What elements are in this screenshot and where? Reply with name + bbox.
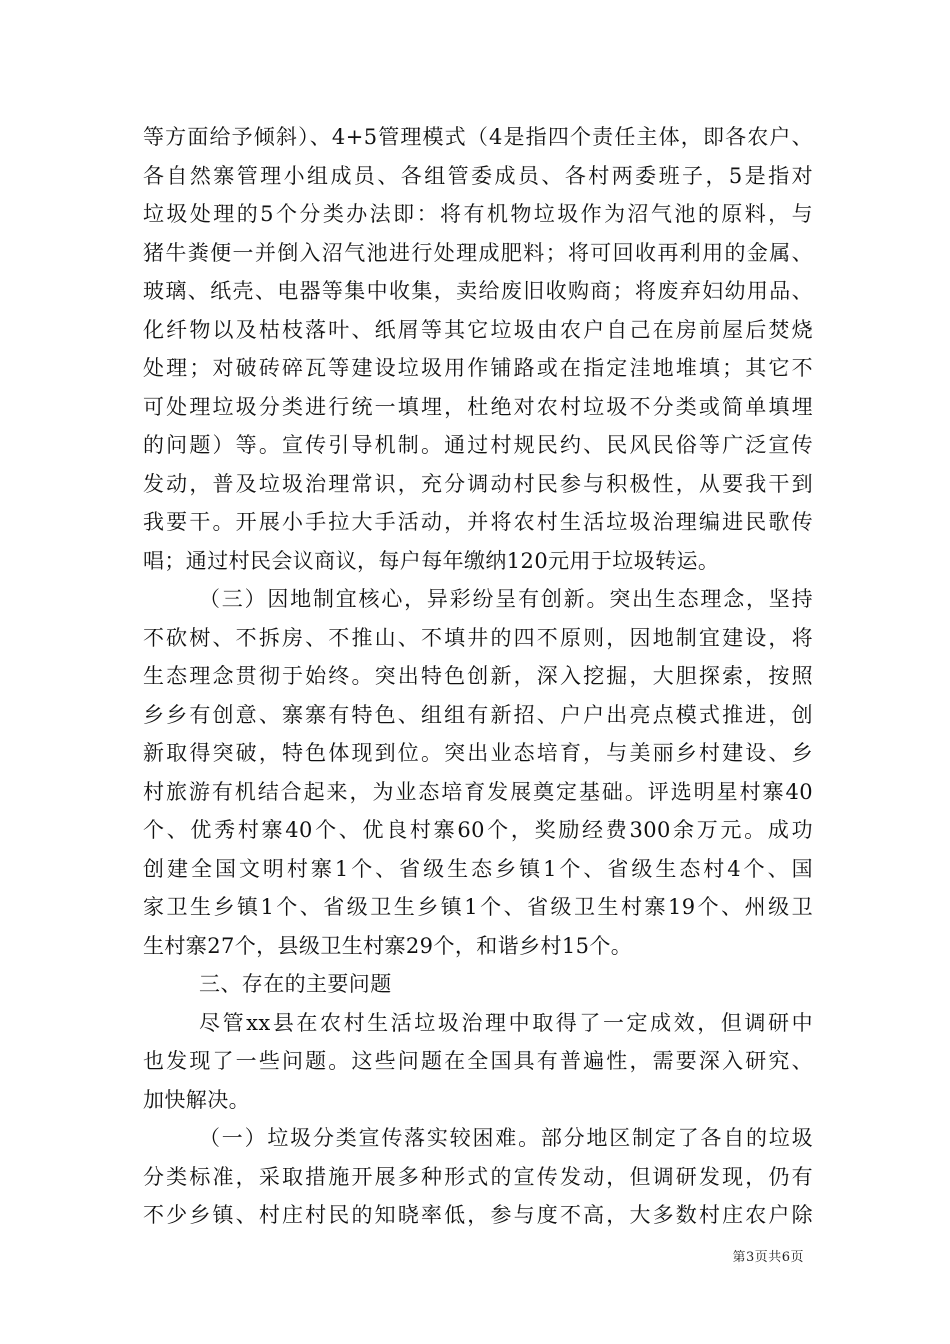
paragraph-start-line: 尽管xx县在农村生活垃圾治理中取得了一定成效，但调研中 bbox=[199, 1010, 813, 1035]
text-line: 不砍树、不拆房、不推山、不填井的四不原则，因地制宜建设，将 bbox=[143, 625, 813, 650]
text-line: 可处理垃圾分类进行统一填埋，杜绝对农村垃圾不分类或简单填埋 bbox=[143, 394, 813, 419]
paragraph-start-line: （三）因地制宜核心，异彩纷呈有创新。突出生态理念，坚持 bbox=[199, 587, 813, 611]
text-line: 村旅游有机结合起来，为业态培育发展奠定基础。评选明星村寨40 bbox=[143, 779, 813, 804]
text-line: 等方面给予倾斜）、4+5管理模式（4是指四个责任主体，即各农户、 bbox=[143, 125, 813, 149]
text-line: 个、优秀村寨40个、优良村寨60个，奖励经费300余万元。成功 bbox=[143, 818, 813, 842]
text-line: 加快解决。 bbox=[143, 1087, 250, 1112]
text-line: 玻璃、纸壳、电器等集中收集，卖给废旧收购商；将废弃妇幼用品、 bbox=[143, 279, 813, 303]
text-line: 也发现了一些问题。这些问题在全国具有普遍性，需要深入研究、 bbox=[143, 1049, 813, 1073]
text-line: 乡乡有创意、寨寨有特色、组组有新招、户户出亮点模式推进，创 bbox=[143, 702, 813, 727]
document-body bbox=[143, 118, 813, 1235]
text-line: 垃圾处理的5个分类办法即：将有机物垃圾作为沼气池的原料，与 bbox=[143, 202, 813, 226]
section-heading: 三、存在的主要问题 bbox=[199, 972, 392, 996]
page-number-footer: 第3页共6页 bbox=[732, 1250, 804, 1265]
text-line: 生态理念贯彻于始终。突出特色创新，深入挖掘，大胆探索，按照 bbox=[143, 664, 813, 688]
text-line: 家卫生乡镇1个、省级卫生乡镇1个、省级卫生村寨19个、州级卫 bbox=[143, 895, 813, 919]
text-line: 新取得突破，特色体现到位。突出业态培育，与美丽乡村建设、乡 bbox=[143, 741, 813, 765]
text-line: 唱；通过村民会议商议，每户每年缴纳120元用于垃圾转运。 bbox=[143, 548, 720, 573]
text-line: 不少乡镇、村庄村民的知晓率低，参与度不高，大多数村庄农户除 bbox=[143, 1203, 813, 1227]
paragraph-start-line: （一）垃圾分类宣传落实较困难。部分地区制定了各自的垃圾 bbox=[199, 1126, 813, 1150]
text-line: 化纤物以及枯枝落叶、纸屑等其它垃圾由农户自己在房前屋后焚烧 bbox=[143, 317, 813, 342]
text-line: 生村寨27个，县级卫生村寨29个，和谐乡村15个。 bbox=[143, 933, 633, 958]
text-line: 发动，普及垃圾治理常识，充分调动村民参与积极性，从要我干到 bbox=[143, 471, 813, 496]
text-line: 猪牛粪便一并倒入沼气池进行处理成肥料；将可回收再利用的金属、 bbox=[143, 240, 813, 265]
text-line: 处理；对破砖碎瓦等建设垃圾用作铺路或在指定洼地堆填；其它不 bbox=[143, 356, 813, 380]
text-line: 分类标准，采取措施开展多种形式的宣传发动，但调研发现，仍有 bbox=[143, 1164, 813, 1189]
text-line: 创建全国文明村寨1个、省级生态乡镇1个、省级生态村4个、国 bbox=[143, 856, 813, 881]
text-line: 的问题）等。宣传引导机制。通过村规民约、民风民俗等广泛宣传 bbox=[143, 433, 813, 457]
text-line: 我要干。开展小手拉大手活动，并将农村生活垃圾治理编进民歌传 bbox=[143, 510, 813, 534]
text-line: 各自然寨管理小组成员、各组管委成员、各村两委班子，5是指对 bbox=[143, 163, 813, 188]
